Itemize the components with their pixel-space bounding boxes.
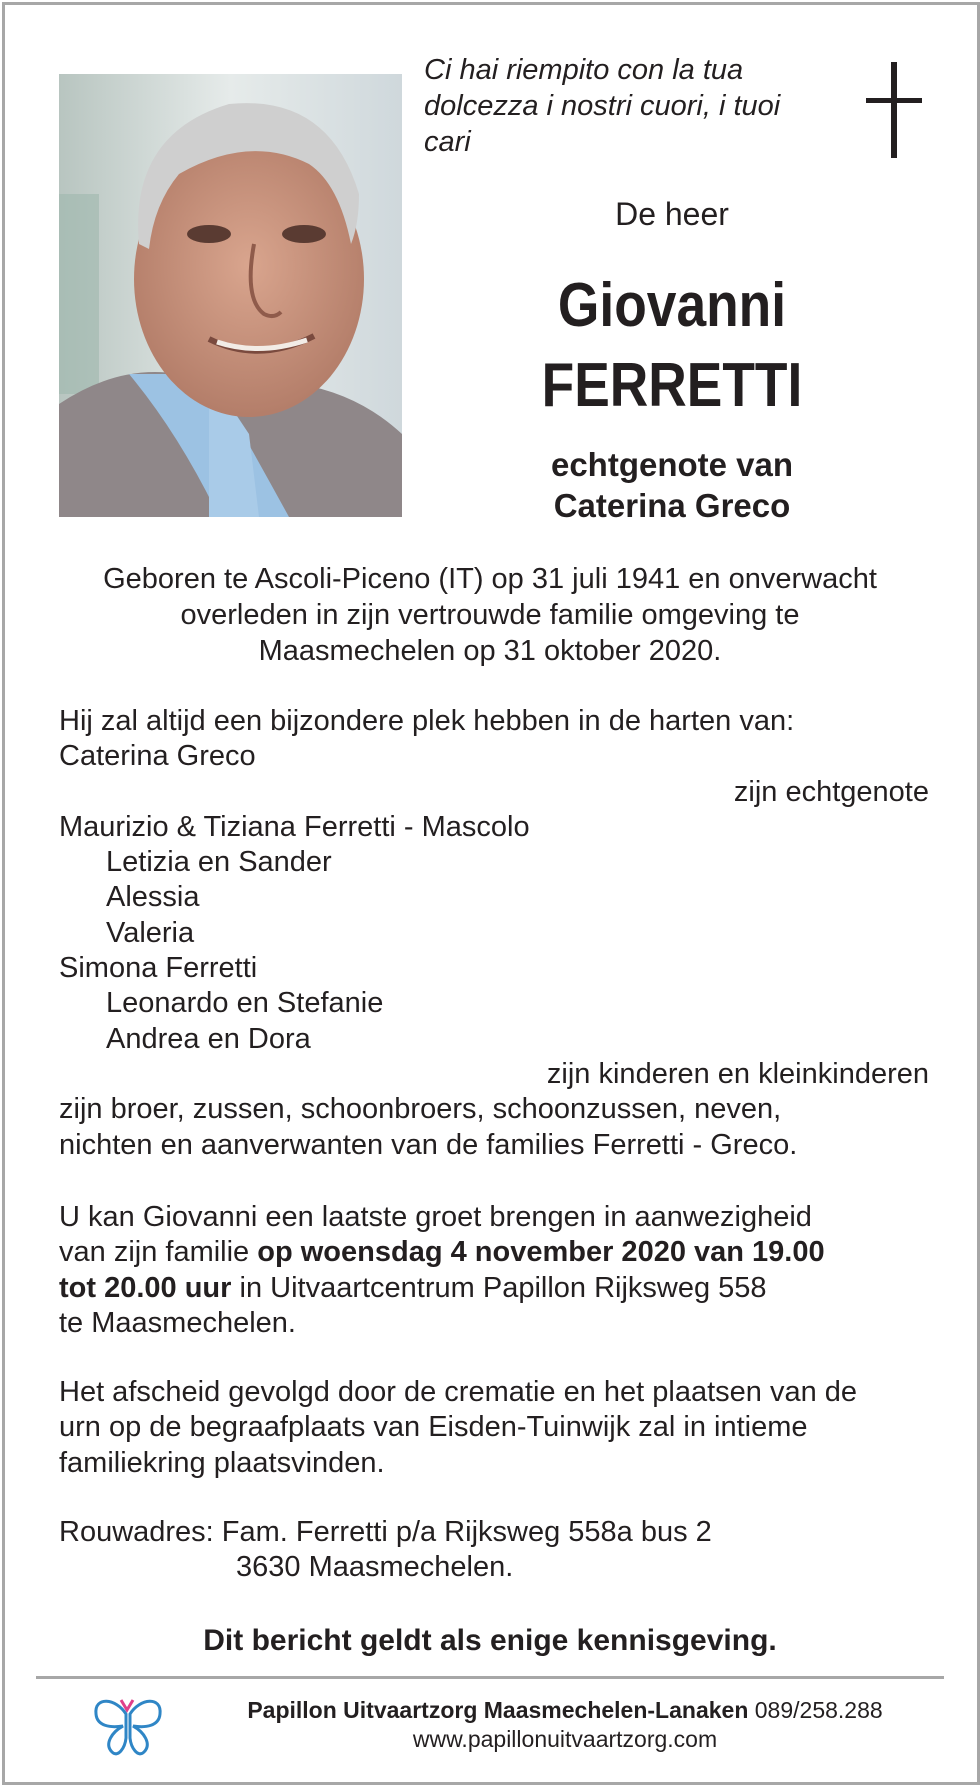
child-name: Maurizio & Tiziana Ferretti - Mascolo	[59, 810, 530, 843]
portrait-photo	[59, 74, 402, 517]
spouse-block	[470, 444, 874, 526]
butterfly-logo-icon	[88, 1686, 168, 1766]
grandchild-name: Letizia en Sander	[106, 846, 332, 879]
visit-date: op woensdag 4 november 2020 van 19.00	[257, 1236, 825, 1269]
address-line: 3630 Maasmechelen.	[236, 1551, 514, 1584]
spouse-line-2: Caterina Greco	[553, 487, 791, 524]
other-relatives: zijn broer, zussen, schoonbroers, schoonzussen, neven,	[59, 1093, 782, 1126]
quote	[424, 52, 844, 160]
visitation-text	[59, 1200, 929, 1341]
company-website: www.papillonuitvaartzorg.com	[412, 1726, 718, 1752]
cross-icon	[866, 62, 922, 158]
birth-line: Maasmechelen op 31 oktober 2020.	[258, 635, 722, 667]
quote-line: dolcezza i nostri cuori, i tuoi	[424, 90, 781, 122]
company-phone: 089/258.288	[748, 1697, 883, 1723]
child-name: Simona Ferretti	[59, 952, 258, 985]
grandchild-name: Valeria	[106, 916, 195, 949]
family-list	[59, 704, 929, 1163]
family-intro: Hij zal altijd een bijzondere plek hebben in de harten van:	[59, 705, 795, 737]
address-line: Rouwadres: Fam. Ferretti p/a Rijksweg 558a bus 2	[59, 1516, 712, 1548]
notice-text: Dit bericht geldt als enige kennisgeving.	[203, 1624, 777, 1657]
birth-line: Geboren te Ascoli-Piceno (IT) op 31 juli 1941 en onverwacht	[103, 563, 877, 595]
deceased-name	[498, 266, 845, 426]
grandchild-name: Alessia	[106, 881, 200, 914]
quote-line: cari	[424, 126, 471, 158]
visit-location: in Uitvaartcentrum Papillon Rijksweg 558	[231, 1271, 767, 1304]
grandchild-name: Andrea en Dora	[106, 1022, 311, 1055]
birth-line: overleden in zijn vertrouwde familie omgeving te	[180, 599, 800, 631]
birth-death-text	[60, 561, 920, 669]
spouse-relation: zijn echtgenote	[733, 775, 929, 808]
visit-text: van zijn familie	[59, 1236, 258, 1269]
farewell-line: Het afscheid gevolgd door de crematie en het plaatsen van de	[59, 1376, 858, 1408]
footer-divider	[36, 1676, 944, 1679]
quote-line: Ci hai riempito con la tua	[424, 54, 744, 86]
farewell-text	[59, 1375, 929, 1481]
spouse-line-1: echtgenote van	[550, 446, 794, 483]
visit-line: te Maasmechelen.	[59, 1306, 296, 1339]
grandchild-name: Leonardo en Stefanie	[106, 987, 384, 1020]
farewell-line: urn op de begraafplaats van Eisden-Tuinwijk zal in intieme	[59, 1411, 808, 1444]
visit-line	[59, 1271, 929, 1306]
spouse-name: Caterina Greco	[59, 740, 256, 773]
visit-time: tot 20.00 uur	[59, 1271, 232, 1304]
other-relatives: nichten en aanverwanten van de families Ferretti - Greco.	[59, 1128, 798, 1161]
farewell-line: familiekring plaatsvinden.	[59, 1446, 385, 1479]
first-name: Giovanni	[557, 271, 787, 340]
last-name: FERRETTI	[541, 351, 803, 420]
mourning-address	[59, 1515, 929, 1586]
visit-line	[59, 1235, 929, 1270]
children-relation: zijn kinderen en kleinkinderen	[546, 1057, 929, 1090]
company-name: Papillon Uitvaartzorg Maasmechelen-Lanaken	[247, 1697, 749, 1723]
footer-line	[170, 1696, 960, 1725]
visit-line: U kan Giovanni een laatste groet brengen in aanwezigheid	[59, 1201, 812, 1233]
footer	[170, 1696, 960, 1754]
salutation: De heer	[615, 196, 729, 232]
